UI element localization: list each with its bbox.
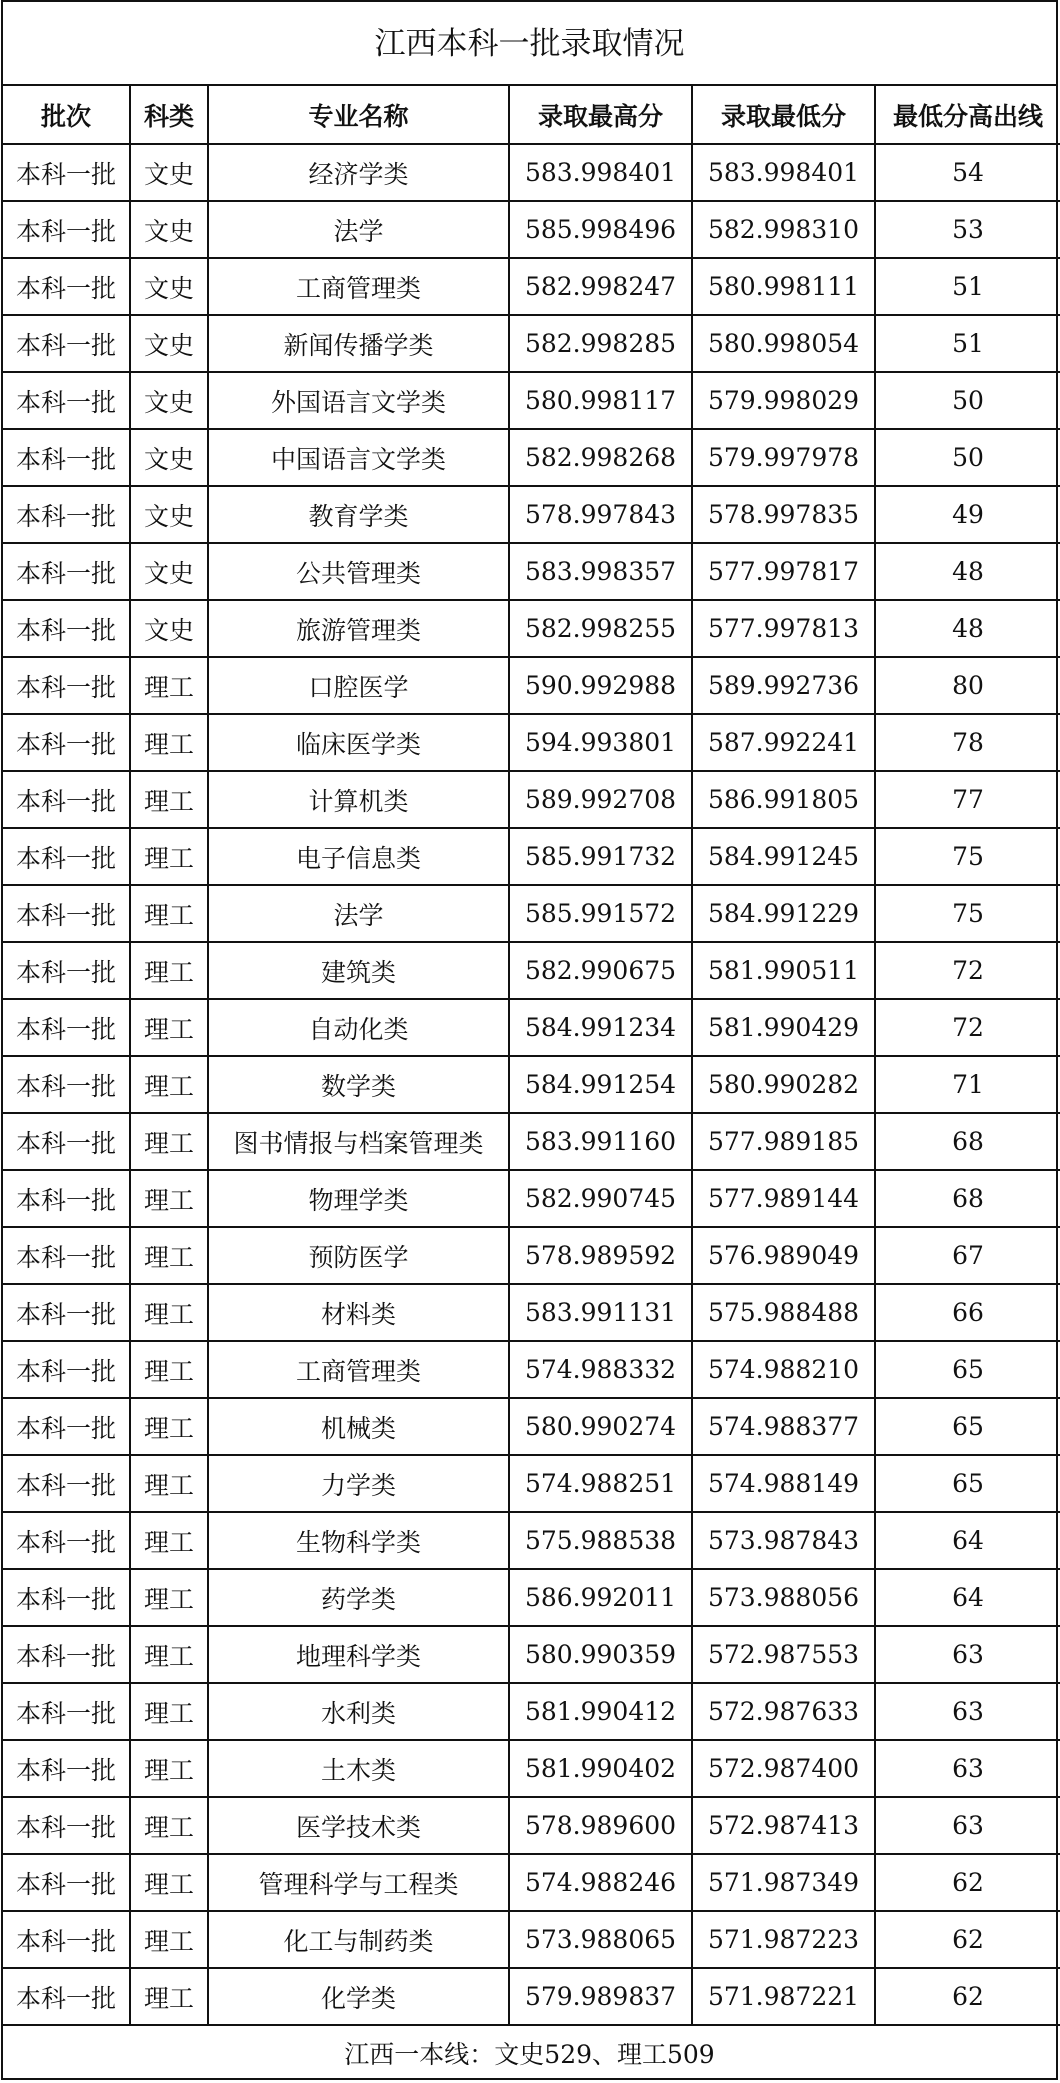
cell-above-line: 64 — [875, 1569, 1060, 1626]
cell-above-line: 53 — [875, 201, 1060, 258]
cell-major: 经济学类 — [208, 144, 509, 201]
header-max-score: 录取最高分 — [509, 86, 692, 144]
cell-batch: 本科一批 — [3, 315, 130, 372]
cell-category: 文史 — [130, 315, 208, 372]
cell-min-score: 572.987633 — [692, 1683, 875, 1740]
cell-category: 理工 — [130, 714, 208, 771]
cell-category: 理工 — [130, 1740, 208, 1797]
cell-max-score: 589.992708 — [509, 771, 692, 828]
cell-batch: 本科一批 — [3, 1398, 130, 1455]
cell-major: 旅游管理类 — [208, 600, 509, 657]
cell-max-score: 582.990745 — [509, 1170, 692, 1227]
cell-max-score: 590.992988 — [509, 657, 692, 714]
cell-above-line: 68 — [875, 1170, 1060, 1227]
cell-major: 土木类 — [208, 1740, 509, 1797]
cell-above-line: 72 — [875, 942, 1060, 999]
cell-batch: 本科一批 — [3, 372, 130, 429]
table-body — [3, 144, 1060, 2025]
cell-min-score: 581.990511 — [692, 942, 875, 999]
cell-above-line: 65 — [875, 1341, 1060, 1398]
cell-category: 理工 — [130, 1341, 208, 1398]
cell-major: 医学技术类 — [208, 1797, 509, 1854]
cell-major: 新闻传播学类 — [208, 315, 509, 372]
cell-min-score: 584.991229 — [692, 885, 875, 942]
cell-above-line: 66 — [875, 1284, 1060, 1341]
cell-max-score: 579.989837 — [509, 1968, 692, 2025]
cell-category: 理工 — [130, 1227, 208, 1284]
header-category: 科类 — [130, 86, 208, 144]
table-row — [3, 999, 1060, 1056]
table-row — [3, 828, 1060, 885]
cell-above-line: 51 — [875, 258, 1060, 315]
cell-batch: 本科一批 — [3, 144, 130, 201]
cell-major: 地理科学类 — [208, 1626, 509, 1683]
cell-batch: 本科一批 — [3, 1626, 130, 1683]
cell-major: 临床医学类 — [208, 714, 509, 771]
cell-batch: 本科一批 — [3, 429, 130, 486]
cell-above-line: 80 — [875, 657, 1060, 714]
cell-max-score: 573.988065 — [509, 1911, 692, 1968]
cell-batch: 本科一批 — [3, 1056, 130, 1113]
cell-min-score: 574.988149 — [692, 1455, 875, 1512]
table-row — [3, 144, 1060, 201]
table-row — [3, 1569, 1060, 1626]
cell-category: 理工 — [130, 1284, 208, 1341]
cell-min-score: 587.992241 — [692, 714, 875, 771]
cell-above-line: 64 — [875, 1512, 1060, 1569]
table-row — [3, 429, 1060, 486]
cell-above-line: 48 — [875, 543, 1060, 600]
header-row — [3, 86, 1060, 144]
cell-min-score: 571.987349 — [692, 1854, 875, 1911]
cell-above-line: 54 — [875, 144, 1060, 201]
cell-above-line: 71 — [875, 1056, 1060, 1113]
cell-min-score: 580.990282 — [692, 1056, 875, 1113]
cell-max-score: 580.998117 — [509, 372, 692, 429]
cell-major: 数学类 — [208, 1056, 509, 1113]
cell-category: 理工 — [130, 1569, 208, 1626]
cell-above-line: 51 — [875, 315, 1060, 372]
table-row — [3, 600, 1060, 657]
cell-batch: 本科一批 — [3, 1854, 130, 1911]
cell-min-score: 577.997817 — [692, 543, 875, 600]
cell-category: 文史 — [130, 372, 208, 429]
cell-major: 图书情报与档案管理类 — [208, 1113, 509, 1170]
cell-max-score: 583.998401 — [509, 144, 692, 201]
table-row — [3, 771, 1060, 828]
cell-max-score: 586.992011 — [509, 1569, 692, 1626]
cell-category: 理工 — [130, 828, 208, 885]
table-row — [3, 1113, 1060, 1170]
cell-min-score: 589.992736 — [692, 657, 875, 714]
cell-batch: 本科一批 — [3, 1797, 130, 1854]
cell-batch: 本科一批 — [3, 657, 130, 714]
table-row — [3, 1626, 1060, 1683]
cell-above-line: 50 — [875, 372, 1060, 429]
cell-category: 文史 — [130, 543, 208, 600]
table-row — [3, 1740, 1060, 1797]
table-row — [3, 942, 1060, 999]
cell-min-score: 583.998401 — [692, 144, 875, 201]
cell-max-score: 580.990274 — [509, 1398, 692, 1455]
cell-max-score: 585.991732 — [509, 828, 692, 885]
cell-above-line: 63 — [875, 1683, 1060, 1740]
cell-category: 文史 — [130, 144, 208, 201]
cell-batch: 本科一批 — [3, 1569, 130, 1626]
header-batch: 批次 — [3, 86, 130, 144]
cell-batch: 本科一批 — [3, 486, 130, 543]
cell-max-score: 582.998285 — [509, 315, 692, 372]
cell-batch: 本科一批 — [3, 1968, 130, 2025]
cell-major: 教育学类 — [208, 486, 509, 543]
cell-min-score: 580.998111 — [692, 258, 875, 315]
cell-max-score: 574.988251 — [509, 1455, 692, 1512]
cell-batch: 本科一批 — [3, 1512, 130, 1569]
cell-min-score: 572.987553 — [692, 1626, 875, 1683]
cell-above-line: 65 — [875, 1455, 1060, 1512]
cell-min-score: 577.989185 — [692, 1113, 875, 1170]
cell-category: 理工 — [130, 885, 208, 942]
cell-min-score: 581.990429 — [692, 999, 875, 1056]
table-row — [3, 486, 1060, 543]
cell-batch: 本科一批 — [3, 1683, 130, 1740]
cell-category: 理工 — [130, 1968, 208, 2025]
table-row — [3, 714, 1060, 771]
cell-max-score: 574.988332 — [509, 1341, 692, 1398]
cell-category: 理工 — [130, 1056, 208, 1113]
cell-category: 理工 — [130, 657, 208, 714]
cell-above-line: 67 — [875, 1227, 1060, 1284]
cell-above-line: 75 — [875, 885, 1060, 942]
cell-major: 法学 — [208, 885, 509, 942]
cell-batch: 本科一批 — [3, 1170, 130, 1227]
cell-max-score: 578.989592 — [509, 1227, 692, 1284]
cell-batch: 本科一批 — [3, 771, 130, 828]
cell-major: 公共管理类 — [208, 543, 509, 600]
table-row — [3, 1797, 1060, 1854]
cell-major: 建筑类 — [208, 942, 509, 999]
cell-batch: 本科一批 — [3, 828, 130, 885]
cell-batch: 本科一批 — [3, 1740, 130, 1797]
header-min-score: 录取最低分 — [692, 86, 875, 144]
cell-max-score: 578.989600 — [509, 1797, 692, 1854]
cell-category: 文史 — [130, 258, 208, 315]
cell-major: 水利类 — [208, 1683, 509, 1740]
admission-sheet — [1, 0, 1058, 2080]
table-row — [3, 657, 1060, 714]
header-major: 专业名称 — [208, 86, 509, 144]
cell-min-score: 573.988056 — [692, 1569, 875, 1626]
table-row — [3, 1455, 1060, 1512]
cell-above-line: 63 — [875, 1740, 1060, 1797]
cell-min-score: 571.987223 — [692, 1911, 875, 1968]
cell-max-score: 584.991254 — [509, 1056, 692, 1113]
cell-category: 理工 — [130, 1683, 208, 1740]
cell-major: 材料类 — [208, 1284, 509, 1341]
cell-min-score: 572.987413 — [692, 1797, 875, 1854]
cell-max-score: 585.998496 — [509, 201, 692, 258]
cell-min-score: 576.989049 — [692, 1227, 875, 1284]
table-row — [3, 1512, 1060, 1569]
cell-min-score: 571.987221 — [692, 1968, 875, 2025]
cell-above-line: 49 — [875, 486, 1060, 543]
cell-min-score: 575.988488 — [692, 1284, 875, 1341]
cell-min-score: 573.987843 — [692, 1512, 875, 1569]
cell-major: 化工与制药类 — [208, 1911, 509, 1968]
cell-major: 口腔医学 — [208, 657, 509, 714]
cell-category: 文史 — [130, 600, 208, 657]
cell-major: 自动化类 — [208, 999, 509, 1056]
cell-category: 文史 — [130, 429, 208, 486]
cell-min-score: 572.987400 — [692, 1740, 875, 1797]
cell-major: 化学类 — [208, 1968, 509, 2025]
cell-batch: 本科一批 — [3, 600, 130, 657]
cell-major: 工商管理类 — [208, 1341, 509, 1398]
cell-max-score: 582.998247 — [509, 258, 692, 315]
cell-batch: 本科一批 — [3, 1455, 130, 1512]
cell-above-line: 62 — [875, 1854, 1060, 1911]
cell-category: 理工 — [130, 1113, 208, 1170]
cell-min-score: 577.997813 — [692, 600, 875, 657]
table-title: 江西本科一批录取情况 — [3, 2, 1056, 86]
cell-batch: 本科一批 — [3, 1227, 130, 1284]
table-row — [3, 1911, 1060, 1968]
cell-batch: 本科一批 — [3, 714, 130, 771]
cell-above-line: 75 — [875, 828, 1060, 885]
cell-major: 药学类 — [208, 1569, 509, 1626]
cell-min-score: 586.991805 — [692, 771, 875, 828]
cell-category: 理工 — [130, 1626, 208, 1683]
cell-max-score: 594.993801 — [509, 714, 692, 771]
cell-min-score: 582.998310 — [692, 201, 875, 258]
cell-max-score: 581.990412 — [509, 1683, 692, 1740]
cell-batch: 本科一批 — [3, 1284, 130, 1341]
table-row — [3, 1227, 1060, 1284]
cell-max-score: 583.998357 — [509, 543, 692, 600]
table-row — [3, 543, 1060, 600]
cell-batch: 本科一批 — [3, 1341, 130, 1398]
cell-above-line: 65 — [875, 1398, 1060, 1455]
cell-max-score: 583.991131 — [509, 1284, 692, 1341]
table-row — [3, 1683, 1060, 1740]
cell-min-score: 579.997978 — [692, 429, 875, 486]
cell-category: 文史 — [130, 486, 208, 543]
cell-above-line: 62 — [875, 1911, 1060, 1968]
table-row — [3, 1284, 1060, 1341]
cell-batch: 本科一批 — [3, 1911, 130, 1968]
table-row — [3, 1056, 1060, 1113]
cell-batch: 本科一批 — [3, 258, 130, 315]
cell-max-score: 584.991234 — [509, 999, 692, 1056]
cell-above-line: 68 — [875, 1113, 1060, 1170]
cell-max-score: 578.997843 — [509, 486, 692, 543]
cell-batch: 本科一批 — [3, 885, 130, 942]
cell-major: 中国语言文学类 — [208, 429, 509, 486]
cell-major: 计算机类 — [208, 771, 509, 828]
cell-max-score: 575.988538 — [509, 1512, 692, 1569]
cell-max-score: 582.998255 — [509, 600, 692, 657]
cell-category: 理工 — [130, 1911, 208, 1968]
cell-major: 生物科学类 — [208, 1512, 509, 1569]
table-row — [3, 258, 1060, 315]
cell-max-score: 583.991160 — [509, 1113, 692, 1170]
cell-above-line: 72 — [875, 999, 1060, 1056]
cell-above-line: 63 — [875, 1626, 1060, 1683]
cell-major: 外国语言文学类 — [208, 372, 509, 429]
cell-major: 预防医学 — [208, 1227, 509, 1284]
table-row — [3, 201, 1060, 258]
table-row — [3, 1854, 1060, 1911]
cell-major: 机械类 — [208, 1398, 509, 1455]
cell-min-score: 577.989144 — [692, 1170, 875, 1227]
cell-category: 理工 — [130, 1854, 208, 1911]
cell-max-score: 582.998268 — [509, 429, 692, 486]
cell-min-score: 579.998029 — [692, 372, 875, 429]
header-above-line: 最低分高出线 — [875, 86, 1060, 144]
cell-category: 理工 — [130, 942, 208, 999]
cell-category: 理工 — [130, 1797, 208, 1854]
table-row — [3, 1968, 1060, 2025]
cell-batch: 本科一批 — [3, 201, 130, 258]
cell-above-line: 78 — [875, 714, 1060, 771]
cell-above-line: 62 — [875, 1968, 1060, 2025]
cell-min-score: 574.988377 — [692, 1398, 875, 1455]
cell-min-score: 578.997835 — [692, 486, 875, 543]
table-row — [3, 1341, 1060, 1398]
cell-min-score: 584.991245 — [692, 828, 875, 885]
admission-table — [3, 86, 1060, 2026]
cell-category: 理工 — [130, 999, 208, 1056]
cell-min-score: 574.988210 — [692, 1341, 875, 1398]
cell-max-score: 582.990675 — [509, 942, 692, 999]
cell-major: 工商管理类 — [208, 258, 509, 315]
table-row — [3, 885, 1060, 942]
cell-major: 电子信息类 — [208, 828, 509, 885]
cell-max-score: 585.991572 — [509, 885, 692, 942]
cell-max-score: 581.990402 — [509, 1740, 692, 1797]
cell-category: 理工 — [130, 1512, 208, 1569]
table-row — [3, 372, 1060, 429]
cell-min-score: 580.998054 — [692, 315, 875, 372]
cell-category: 理工 — [130, 771, 208, 828]
footer-note: 江西一本线：文史529、理工509 — [344, 2040, 715, 2069]
table-row — [3, 1398, 1060, 1455]
table-row — [3, 315, 1060, 372]
cell-above-line: 77 — [875, 771, 1060, 828]
cell-batch: 本科一批 — [3, 1113, 130, 1170]
table-row — [3, 1170, 1060, 1227]
cell-batch: 本科一批 — [3, 942, 130, 999]
cell-major: 管理科学与工程类 — [208, 1854, 509, 1911]
cell-max-score: 574.988246 — [509, 1854, 692, 1911]
cell-batch: 本科一批 — [3, 999, 130, 1056]
cell-major: 物理学类 — [208, 1170, 509, 1227]
cell-category: 理工 — [130, 1170, 208, 1227]
cell-batch: 本科一批 — [3, 543, 130, 600]
cell-major: 法学 — [208, 201, 509, 258]
cell-max-score: 580.990359 — [509, 1626, 692, 1683]
cell-above-line: 48 — [875, 600, 1060, 657]
cell-major: 力学类 — [208, 1455, 509, 1512]
cell-category: 理工 — [130, 1455, 208, 1512]
cell-above-line: 63 — [875, 1797, 1060, 1854]
cell-category: 理工 — [130, 1398, 208, 1455]
cell-above-line: 50 — [875, 429, 1060, 486]
cell-category: 文史 — [130, 201, 208, 258]
